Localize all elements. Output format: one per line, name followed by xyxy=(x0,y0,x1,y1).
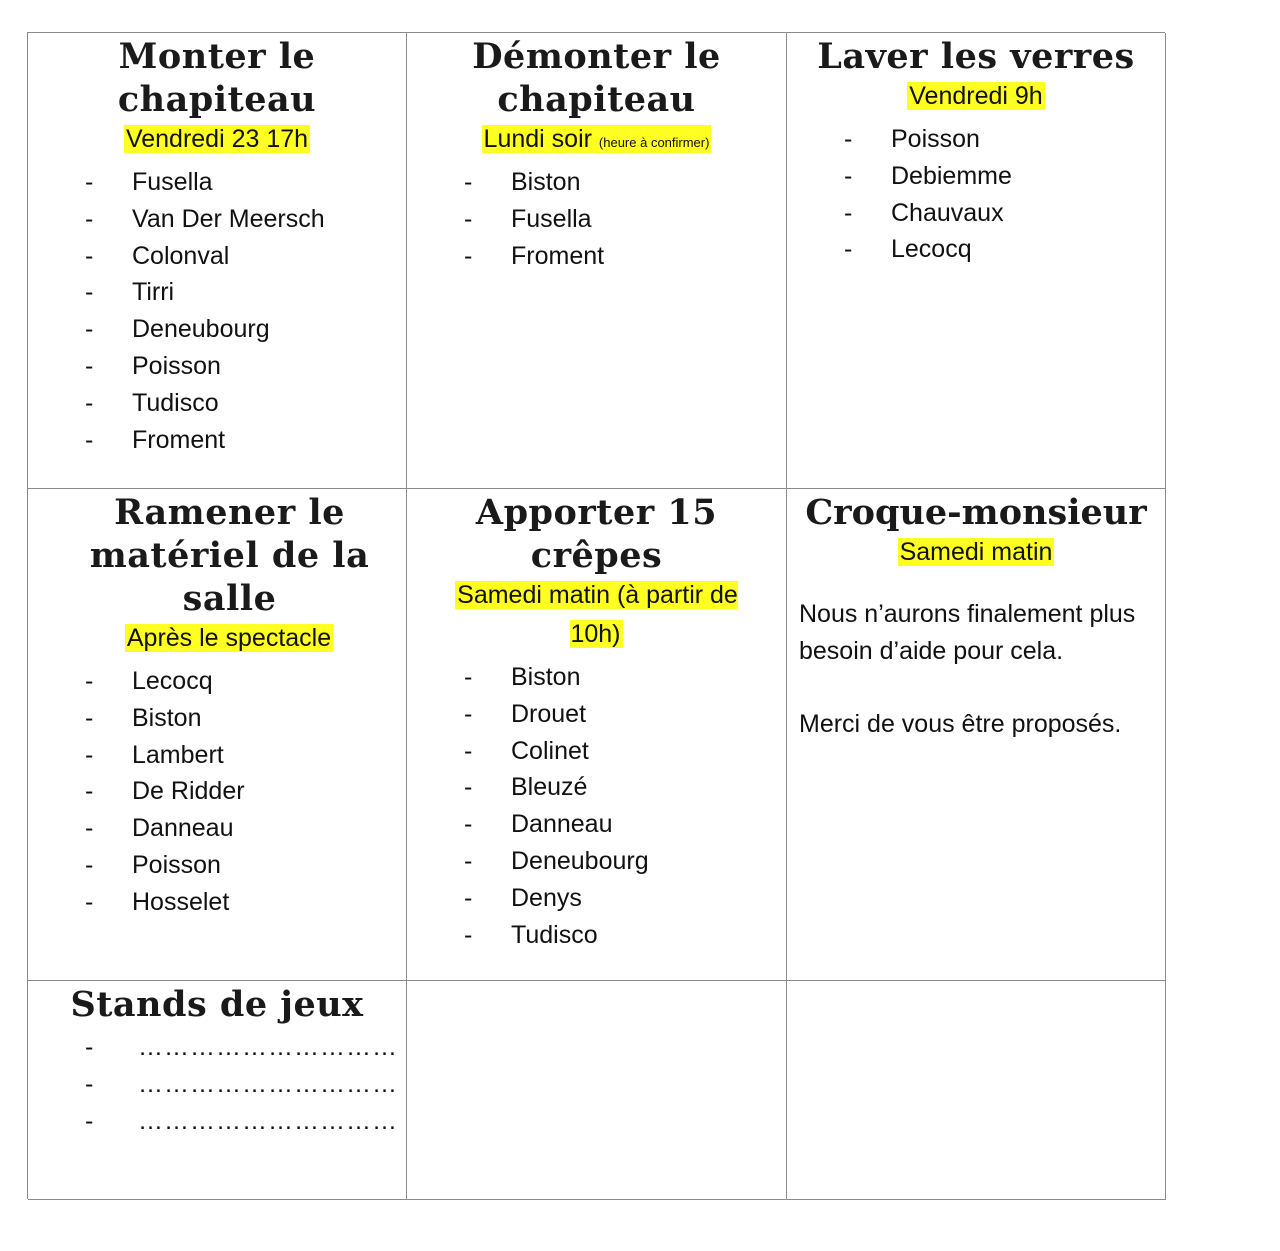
volunteer-list xyxy=(407,659,786,953)
cell-empty xyxy=(407,981,787,1200)
time-highlight xyxy=(482,125,712,153)
list-item: - Hosselet xyxy=(28,884,406,921)
cell-ramener-materiel xyxy=(28,489,407,981)
volunteer-list xyxy=(28,663,406,921)
cell-empty xyxy=(787,981,1166,1200)
cell-monter-chapiteau xyxy=(28,33,407,489)
list-item: - Van Der Meersch xyxy=(28,201,406,238)
cell-demonter-chapiteau xyxy=(407,33,787,489)
task-time xyxy=(407,122,786,161)
task-table xyxy=(27,32,1165,1199)
task-time xyxy=(28,122,406,161)
list-item: - Biston xyxy=(407,164,786,201)
list-item: - Poisson xyxy=(28,348,406,385)
task-title: Démonter le chapiteau xyxy=(472,36,721,120)
task-title: Monter le chapiteau xyxy=(117,36,317,120)
task-time xyxy=(787,79,1165,118)
volunteer-list xyxy=(28,164,406,458)
list-item: - Froment xyxy=(28,422,406,459)
blank-line: - ………………………… xyxy=(28,1029,406,1066)
time-highlight: Vendredi 23 17h xyxy=(125,125,309,153)
task-time xyxy=(437,578,756,656)
list-item: - Debiemme xyxy=(787,158,1165,195)
list-item: - Biston xyxy=(407,659,786,696)
blank-line: - ………………………… xyxy=(28,1103,406,1140)
note-paragraph: Merci de vous être proposés. xyxy=(799,710,1122,738)
list-item: - Lecocq xyxy=(28,663,406,700)
list-item: - Poisson xyxy=(28,847,406,884)
list-item: - Fusella xyxy=(28,164,406,201)
task-title: Stands de jeux xyxy=(70,984,364,1025)
list-item: - Froment xyxy=(407,238,786,275)
blank-line: - ………………………… xyxy=(28,1066,406,1103)
note-paragraph: Nous n’aurons finalement plus besoin d’aide pour cela. xyxy=(799,600,1136,665)
list-item: - Denys xyxy=(407,880,786,917)
volunteer-list xyxy=(407,164,786,274)
cell-croque-monsieur xyxy=(787,489,1166,981)
list-item: - Fusella xyxy=(407,201,786,238)
volunteer-list xyxy=(28,1029,406,1139)
task-title: Laver les verres xyxy=(817,36,1135,77)
list-item: - Chauvaux xyxy=(787,195,1165,232)
list-item: - Danneau xyxy=(407,806,786,843)
cell-laver-verres xyxy=(787,33,1166,489)
task-title: Ramener le matériel de la salle xyxy=(89,492,370,619)
list-item: - Poisson xyxy=(787,121,1165,158)
task-time xyxy=(28,621,406,660)
time-highlight: Samedi matin xyxy=(899,538,1053,566)
cancellation-note xyxy=(799,596,1153,743)
time-note: (heure à confirmer) xyxy=(598,135,710,150)
list-item: - Lecocq xyxy=(787,231,1165,268)
time-highlight: Samedi matin (à partir de 10h) xyxy=(457,581,738,648)
cell-apporter-crepes xyxy=(407,489,787,981)
cell-stands-jeux xyxy=(28,981,407,1200)
task-title: Apporter 15 crêpes xyxy=(475,492,718,576)
task-title: Croque-monsieur xyxy=(805,492,1147,533)
time-text: Lundi soir xyxy=(483,125,592,153)
list-item: - De Ridder xyxy=(28,773,406,810)
list-item: - Tirri xyxy=(28,274,406,311)
list-item: - Tudisco xyxy=(28,385,406,422)
list-item: - Danneau xyxy=(28,810,406,847)
volunteer-list xyxy=(787,121,1165,268)
list-item: - Deneubourg xyxy=(28,311,406,348)
list-item: - Biston xyxy=(28,700,406,737)
list-item: - Deneubourg xyxy=(407,843,786,880)
list-item: - Drouet xyxy=(407,696,786,733)
list-item: - Bleuzé xyxy=(407,769,786,806)
list-item: - Tudisco xyxy=(407,917,786,954)
time-highlight: Après le spectacle xyxy=(126,624,332,652)
time-highlight: Vendredi 9h xyxy=(909,82,1043,110)
list-item: - Colonval xyxy=(28,238,406,275)
task-time xyxy=(787,535,1165,574)
list-item: - Colinet xyxy=(407,733,786,770)
list-item: - Lambert xyxy=(28,737,406,774)
